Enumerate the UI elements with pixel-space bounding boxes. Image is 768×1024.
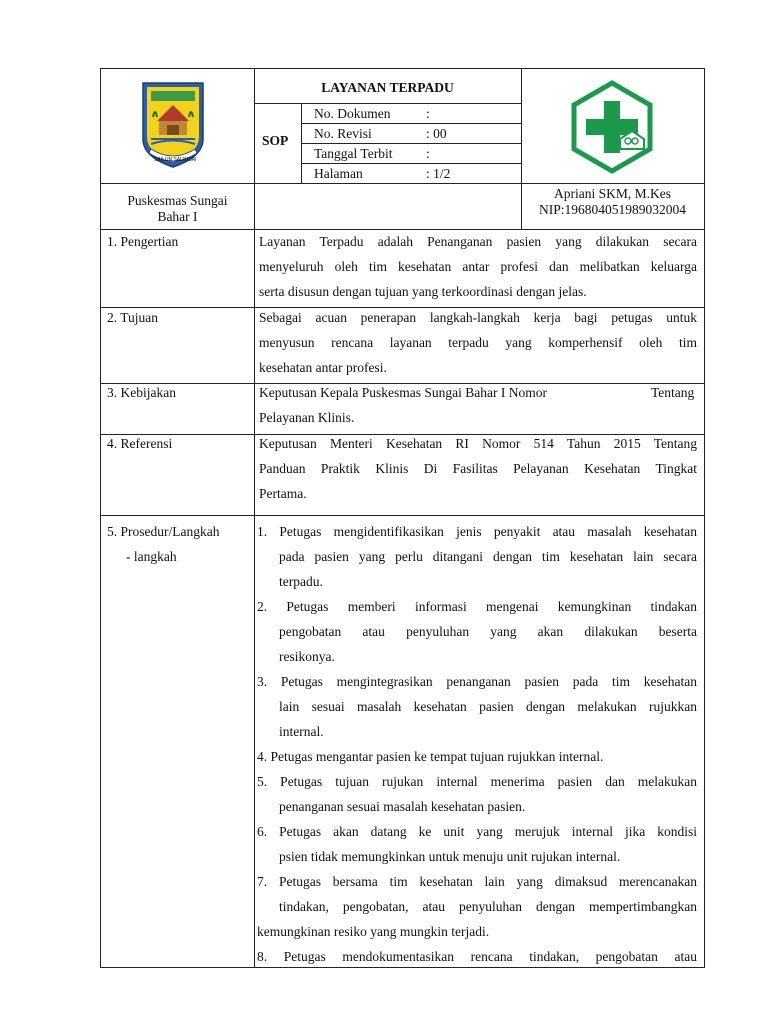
- section-label-kebijakan: 3. Kebijakan: [107, 385, 176, 400]
- section-label-referensi: 4. Referensi: [107, 436, 173, 451]
- sop-document: [100, 68, 705, 968]
- divider: [301, 143, 521, 144]
- procedure-step-line: 6. Petugas akan datang ke unit yang merujuk internal jika kondisi: [257, 824, 697, 839]
- procedure-step-line: resikonya.: [279, 649, 335, 664]
- institution-name-line2: Bahar I: [157, 209, 198, 224]
- pengertian-text-line: menyeluruh oleh tim kesehatan antar profesi dan melibatkan keluarga: [259, 259, 697, 274]
- procedure-step-line: kemungkinan resiko yang mungkin terjadi.: [257, 924, 490, 939]
- signer-nip: NIP:196804051989032004: [538, 202, 686, 217]
- procedure-step-line: 4. Petugas mengantar pasien ke tempat tujuan rujukkan internal.: [257, 749, 604, 764]
- section-label-prosedur: 5. Prosedur/Langkah: [107, 524, 220, 539]
- referensi-text-line: Pertama.: [259, 486, 307, 501]
- logo-motto: SAILUN SALIMBAI: [154, 157, 197, 163]
- procedure-step-line: lain sesuai masalah kesehatan pasien dengan melakukan rujukkan: [279, 699, 697, 714]
- procedure-step-line: penanganan sesuai masalah kesehatan pasien.: [279, 799, 526, 814]
- procedure-step-line: internal.: [279, 724, 324, 739]
- doc-number-label: No. Dokumen: [314, 106, 391, 121]
- divider: [301, 123, 521, 124]
- procedure-step-line: 1. Petugas mengidentifikasikan jenis penyakit atau masalah kesehatan: [257, 524, 697, 539]
- kebijakan-text-line: Pelayanan Klinis.: [259, 410, 355, 425]
- procedure-step-line: 2. Petugas memberi informasi mengenai kemungkinan tindakan: [257, 599, 697, 614]
- procedure-step-line: tindakan, pengobatan, atau penyuluhan dengan mempertimbangkan: [279, 899, 697, 914]
- section-label-tujuan: 2. Tujuan: [107, 310, 159, 325]
- page-label: Halaman: [314, 166, 363, 181]
- divider: [101, 515, 704, 516]
- procedure-step-line: pada pasien yang perlu ditangani dengan tim kesehatan lain secara: [279, 549, 697, 564]
- puskesmas-logo: [568, 77, 656, 177]
- doc-number-value: :: [426, 106, 430, 121]
- regional-emblem-logo: [137, 77, 209, 169]
- pengertian-text-line: serta disusun dengan tujuan yang terkoordinasi dengan jelas.: [259, 284, 587, 299]
- issue-date-value: :: [426, 146, 430, 161]
- referensi-text-line: Keputusan Menteri Kesehatan RI Nomor 514 Tahun 2015 Tentang: [259, 436, 697, 451]
- referensi-text-line: Panduan Praktik Klinis Di Fasilitas Pelayanan Kesehatan Tingkat: [259, 461, 697, 476]
- section-label-prosedur-cont: - langkah: [126, 549, 177, 564]
- tujuan-text-line: Sebagai acuan penerapan langkah-langkah kerja bagi petugas untuk: [259, 310, 697, 325]
- page-value: : 1/2: [426, 166, 451, 181]
- procedure-step-line: psien tidak memungkinkan untuk menuju unit rujukan internal.: [279, 849, 621, 864]
- revision-label: No. Revisi: [314, 126, 372, 141]
- divider: [101, 307, 704, 308]
- pengertian-text-line: Layanan Terpadu adalah Penanganan pasien yang dilakukan secara: [259, 234, 697, 249]
- sop-label: SOP: [262, 133, 289, 148]
- signer-name: Apriani SKM, M.Kes: [554, 186, 671, 201]
- revision-value: : 00: [426, 126, 447, 141]
- divider: [254, 69, 255, 967]
- procedure-step-line: 5. Petugas tujuan rujukan internal menerima pasien dan melakukan: [257, 774, 697, 789]
- kebijakan-text-line: Tentang: [651, 385, 695, 400]
- divider: [301, 163, 521, 164]
- procedure-step-line: 8. Petugas mendokumentasikan rencana tindakan, pengobatan atau: [257, 949, 697, 964]
- tujuan-text-line: kesehatan antar profesi.: [259, 360, 387, 375]
- divider: [301, 103, 302, 183]
- tujuan-text-line: menyusun rencana layanan terpadu yang komperhensif oleh tim: [259, 335, 697, 350]
- divider: [254, 103, 521, 104]
- procedure-step-line: pengobatan atau penyuluhan yang akan dilakukan beserta: [279, 624, 697, 639]
- divider: [101, 183, 704, 184]
- section-label-pengertian: 1. Pengertian: [107, 234, 179, 249]
- document-title: LAYANAN TERPADU: [321, 80, 454, 95]
- institution-name-line1: Puskesmas Sungai: [127, 193, 228, 208]
- procedure-step-line: 3. Petugas mengintegrasikan penanganan pasien pada tim kesehatan: [257, 674, 697, 689]
- divider: [101, 229, 704, 230]
- issue-date-label: Tanggal Terbit: [314, 146, 393, 161]
- kebijakan-text-line: Keputusan Kepala Puskesmas Sungai Bahar I Nomor: [259, 385, 547, 400]
- procedure-step-line: 7. Petugas bersama tim kesehatan lain yang dimaksud merencanakan: [257, 874, 697, 889]
- procedure-step-line: terpadu.: [279, 574, 323, 589]
